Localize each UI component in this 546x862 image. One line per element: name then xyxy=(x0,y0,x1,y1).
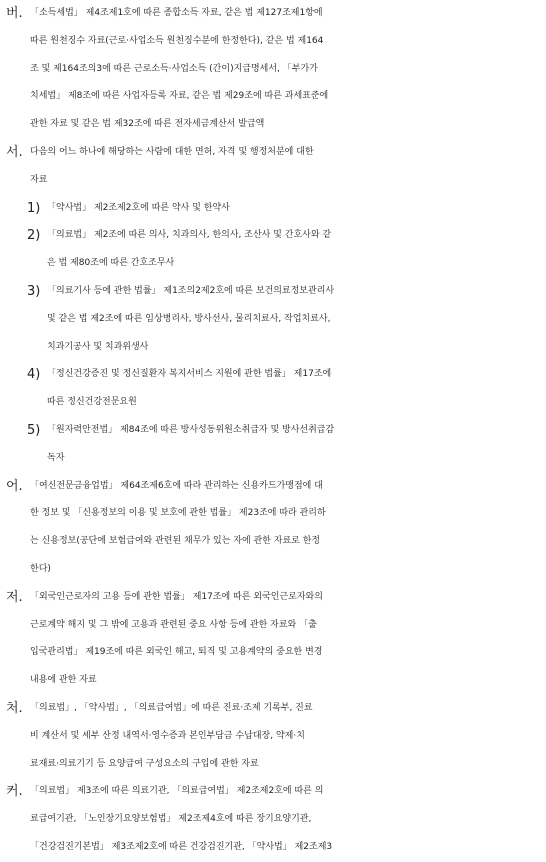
item-line: 료재료·의료기기 등 요양급여 구성요소의 구입에 관한 자료 xyxy=(30,758,259,769)
item-line: 「소득세법」 제4조제1호에 따른 종합소득 자료, 같은 법 제127조제1항에 xyxy=(30,8,323,18)
item-line: 비 계산서 및 세부 산정 내역서·영수증과 본인부담금 수납대장, 약제·치 xyxy=(30,730,305,741)
subitem-marker: 4) xyxy=(27,367,41,383)
subitem-5 xyxy=(6,417,546,473)
item-line: 다음의 어느 하나에 해당하는 사람에 대한 면허, 자격 및 행정처분에 대한 xyxy=(30,146,314,157)
subitem-line: 「의료법」 제2조에 따른 의사, 치과의사, 한의사, 조산사 및 간호사와 같 xyxy=(47,230,332,241)
item-line: 「외국인근로자의 고용 등에 관한 법률」 제17조에 따른 외국인근로자와의 xyxy=(30,591,323,602)
item-line: 조 및 제164조의3에 따른 근로소득·사업소득 (간이)지급명세서, 「부가가 xyxy=(30,63,318,74)
subitem-line: 따른 정신건강전문요원 xyxy=(47,397,137,408)
item-line: 「의료법」, 「약사법」, 「의료급여법」에 따른 진료·조제 기록부, 진료 xyxy=(30,702,313,713)
subitem-line: 및 같은 법 제2조에 따른 임상병리사, 방사선사, 물리치료사, 작업치료사, xyxy=(47,313,331,324)
item-marker: 커. xyxy=(6,784,23,800)
item-eo xyxy=(6,473,546,584)
item-line: 「의료법」 제3조에 따른 의료기관, 「의료급여법」 제2조제2호에 따른 의 xyxy=(30,786,324,797)
subitem-marker: 2) xyxy=(27,228,41,244)
item-jeo xyxy=(6,584,546,695)
subitem-line: 은 법 제80조에 따른 간호조무사 xyxy=(47,258,175,269)
item-line: 한 정보 및 「신용정보의 이용 및 보호에 관한 법률」 제23조에 따라 관리하 xyxy=(30,508,326,519)
item-line: 내용에 관한 자료 xyxy=(30,675,97,686)
item-line: 는 신용정보(공단에 보험급여와 관련된 채무가 있는 자에 관한 자료로 한정 xyxy=(30,536,321,547)
subitem-line: 「약사법」 제2조제2호에 따른 약사 및 한약사 xyxy=(47,202,230,213)
item-line: 자료 xyxy=(30,174,48,185)
subitem-line: 독자 xyxy=(47,452,65,463)
subitem-line: 「정신건강증진 및 정신질환자 복지서비스 지원에 관한 법률」 제17조에 xyxy=(47,369,332,380)
item-line: 「건강검진기본법」 제3조제2호에 따른 건강검진기관, 「약사법」 제2조제3 xyxy=(30,841,333,852)
item-marker: 버. xyxy=(6,6,23,21)
item-line: 「여신전문금융업법」 제64조제6호에 따라 관리하는 신용카드가맹점에 대 xyxy=(30,480,323,491)
item-line: 료급여기관, 「노인장기요양보험법」 제2조제4호에 따른 장기요양기관, xyxy=(30,814,312,825)
item-marker: 저. xyxy=(6,589,23,605)
item-cheo xyxy=(6,695,546,778)
subitem-line: 「의료기사 등에 관한 법률」 제1조의2제2호에 따른 보건의료정보관리사 xyxy=(47,285,335,296)
item-marker: 처. xyxy=(6,700,23,716)
subitem-marker: 5) xyxy=(27,422,41,438)
item-line: 따른 원천징수 자료(근로·사업소득 원천징수분에 한정한다), 같은 법 제164 xyxy=(30,35,324,46)
subitem-2 xyxy=(6,222,546,278)
subitem-4 xyxy=(6,361,546,417)
item-line: 한다) xyxy=(30,563,51,574)
item-marker: 어. xyxy=(6,478,23,494)
item-keo xyxy=(6,778,546,861)
subitem-line: 치과기공사 및 치과위생사 xyxy=(47,341,149,352)
subitem-3 xyxy=(6,278,546,361)
item-line: 치세법」 제8조에 따른 사업자등록 자료, 같은 법 제29조에 따른 과세표준에 xyxy=(30,91,329,102)
subitem-1 xyxy=(6,195,546,223)
subitem-line: 「원자력안전법」 제84조에 따른 방사성동위원소취급자 및 방사선취급감 xyxy=(47,424,335,435)
subitem-marker: 3) xyxy=(27,283,41,299)
item-line: 관한 자료 및 같은 법 제32조에 따른 전자세금계산서 발급액 xyxy=(30,119,265,130)
item-line: 입국관리법」 제19조에 따른 외국인 해고, 퇴직 및 고용계약의 중요한 변경 xyxy=(30,647,323,658)
item-line: 근로계약 해지 및 그 밖에 고용과 관련된 중요 사항 등에 관한 자료와 「출 xyxy=(30,619,317,630)
item-beo xyxy=(6,0,546,139)
subitem-marker: 1) xyxy=(27,200,41,216)
item-marker: 서. xyxy=(6,144,23,160)
item-seo xyxy=(6,139,546,195)
